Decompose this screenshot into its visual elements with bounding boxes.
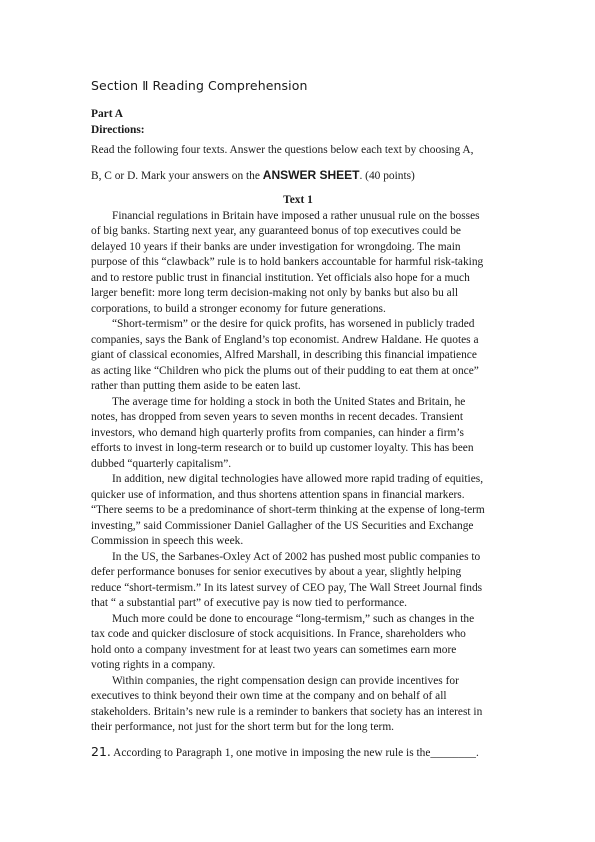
paragraph — [91, 674, 505, 736]
directions-line-2-end: . (40 points) — [359, 170, 415, 182]
text-line: investors, who demand high quarterly profits from companies, can hinder a firm’s — [91, 426, 464, 439]
text-line: efforts to invest in long-term research or to build up customer loyalty. This has been — [91, 442, 474, 454]
directions-line-2-start: B, C or D. Mark your answers on the — [91, 170, 263, 182]
text-line: Much more could be done to encourage “long-termism,” such as changes in the — [112, 612, 475, 625]
text-line: In the US, the Sarbanes-Oxley Act of 2002 has pushed most public companies to — [112, 550, 481, 563]
text-line: hold onto a company investment for at least two years can sometimes earn more — [91, 643, 457, 656]
text-line: corporations, to build a stronger economy for future generations. — [91, 302, 386, 315]
text-line: Financial regulations in Britain have imposed a rather unusual rule on the bosses — [112, 209, 480, 222]
text-line: and to restore public trust in financial institution. Yet officials also hope for a much — [91, 271, 470, 284]
text-line: purpose of this “clawback” rule is to hold bankers accountable for harmful risk-taking — [91, 256, 484, 268]
text-line: giant of classical economies, Alfred Marshall, in describing this financial impatience — [91, 349, 477, 361]
paragraph — [91, 395, 505, 473]
paragraph — [91, 550, 505, 612]
text-line: stakeholders. Britain’s new rule is a reminder to bankers that society has an interest in — [91, 705, 483, 718]
paragraph — [91, 612, 505, 674]
text-line: dubbed “quarterly capitalism”. — [91, 457, 232, 470]
question-text: According to Paragraph 1, one motive in imposing the new rule is the________. — [110, 746, 479, 759]
directions-text — [91, 138, 505, 189]
text-line: that “ a substantial part” of executive pay is now tied to performance. — [91, 597, 407, 609]
text-line: “There seems to be a predominance of short-term thinking at the expense of long-term — [91, 504, 485, 516]
text-line: of big banks. Starting next year, any guaranteed bonus of top executives could be — [91, 225, 461, 237]
text-line: voting rights in a company. — [91, 659, 216, 671]
text-line: Commission in speech this week. — [91, 535, 244, 547]
text-line: executives to think beyond their own time at the company and on behalf of all — [91, 690, 447, 702]
text-line: reduce “short-termism.” In its latest survey of CEO pay, The Wall Street Journal finds — [91, 581, 483, 594]
text-line: rather than putting them aside to be eaten last. — [91, 380, 301, 392]
paragraph — [91, 317, 505, 395]
text-line: their performance, not just for the short term but for the long term. — [91, 721, 395, 733]
answer-sheet-label: ANSWER SHEET — [262, 168, 360, 182]
text-line: as acting like “Children who pick the plums out of their pudding to eat them at once” — [91, 364, 479, 377]
part-label: Part A — [91, 108, 123, 120]
question-number: 21. — [91, 743, 111, 759]
text-line: quicker use of information, and thus shortens attention spans in financial markers. — [91, 488, 465, 501]
text-line: defer performance bonuses for senior executives by about a year, slightly helping — [91, 566, 462, 578]
directions-label: Directions: — [91, 123, 145, 136]
text-line: delayed 10 years if their banks are under investigation for wrongdoing. The main — [91, 240, 461, 253]
text-line: Within companies, the right compensation design can provide incentives for — [112, 674, 459, 687]
text-line: investing,” said Commissioner Daniel Gallagher of the US Securities and Exchange — [91, 519, 474, 532]
paragraph — [91, 209, 505, 318]
text-line: larger benefit: more long term decision-making not only by banks but also bu all — [91, 287, 459, 299]
text-line: tax code and quicker disclosure of stock acquisitions. In France, shareholders who — [91, 628, 466, 640]
exam-page — [91, 78, 505, 761]
text-line: The average time for holding a stock in both the United States and Britain, he — [112, 395, 466, 408]
question-21 — [91, 744, 505, 762]
section-title: Section Ⅱ Reading Comprehension — [91, 78, 308, 93]
text-line: In addition, new digital technologies have allowed more rapid trading of equities, — [112, 473, 484, 485]
text-body — [91, 209, 505, 736]
text-line: “Short-termism” or the desire for quick profits, has worsened in publicly traded — [112, 318, 475, 330]
text-line: notes, has dropped from seven years to seven months in recent decades. Transient — [91, 411, 464, 423]
paragraph — [91, 472, 505, 550]
directions-line-1: Read the following four texts. Answer the questions below each text by choosing A, — [91, 144, 474, 156]
text-title: Text 1 — [283, 194, 313, 206]
text-line: companies, says the Bank of England’s top economist. Andrew Haldane. He quotes a — [91, 333, 479, 346]
